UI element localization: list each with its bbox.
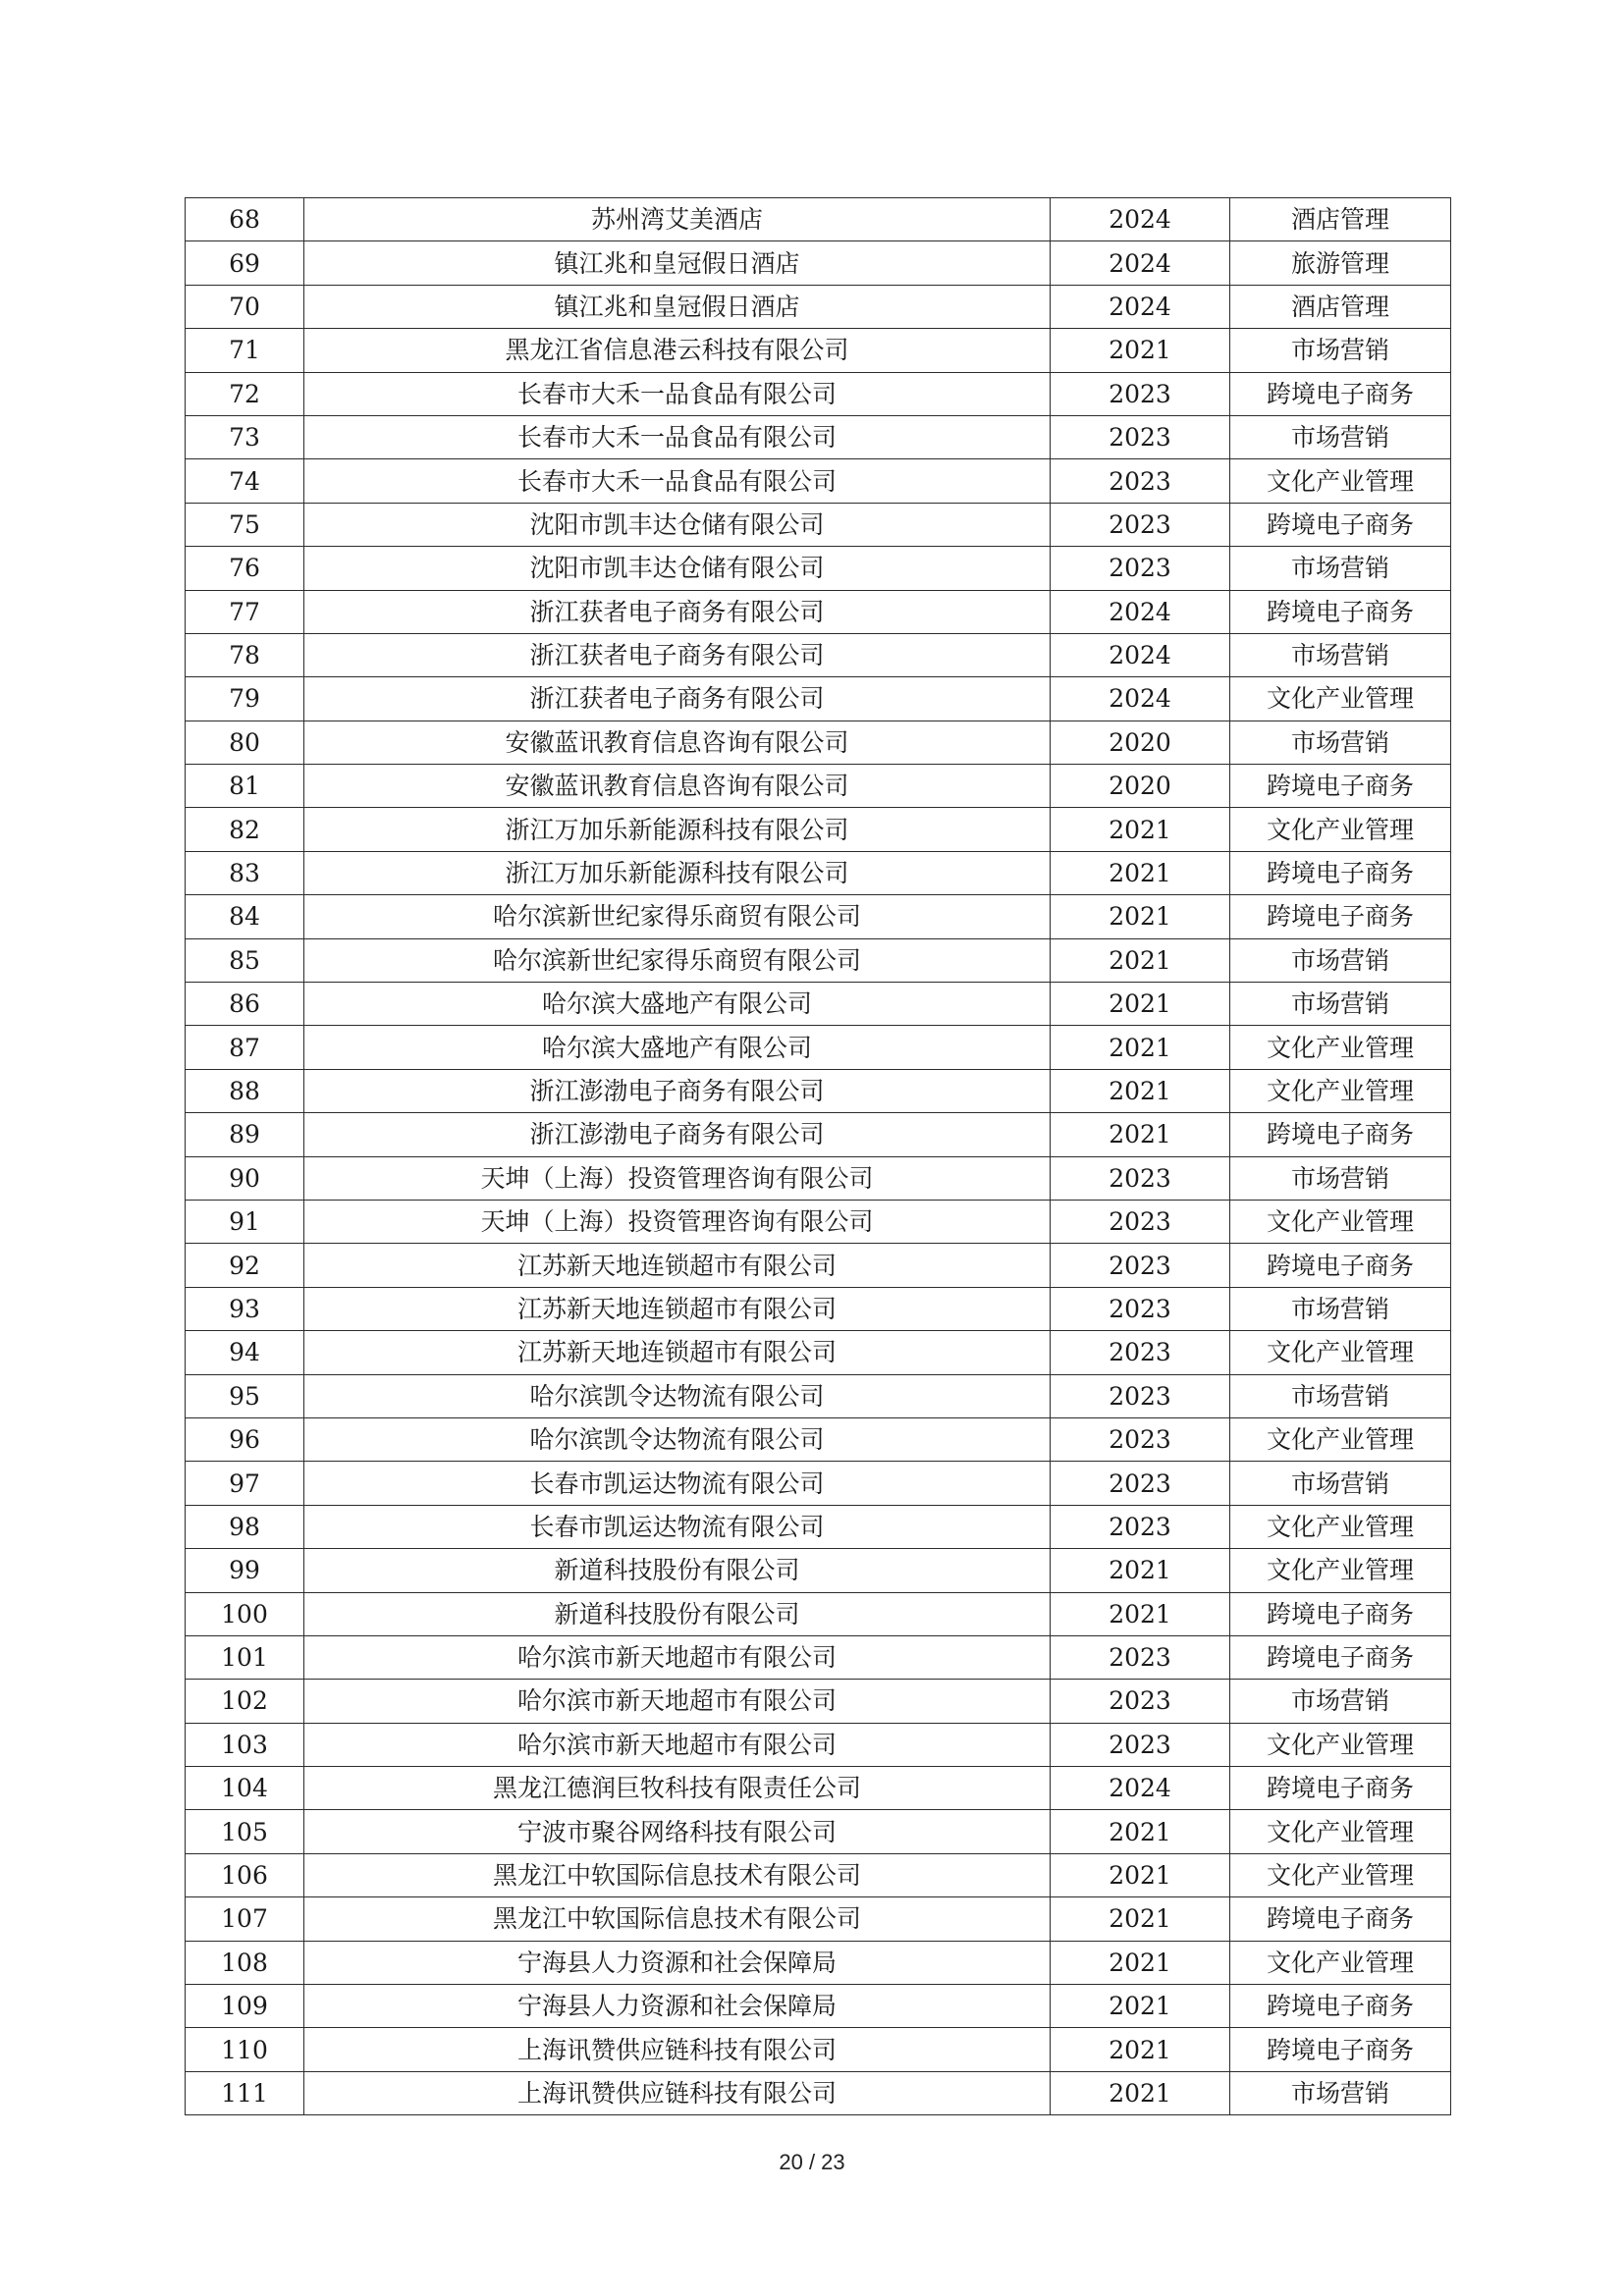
row-number-cell: 71 [186, 329, 304, 372]
table-row [186, 1505, 1451, 1548]
row-number-cell: 102 [186, 1680, 304, 1723]
major-cell: 文化产业管理 [1230, 1026, 1451, 1069]
table-row [186, 1941, 1451, 1984]
year-cell: 2023 [1051, 1417, 1230, 1461]
year-cell: 2023 [1051, 1374, 1230, 1417]
row-number-cell: 92 [186, 1244, 304, 1287]
table-body [186, 198, 1451, 2115]
company-name-cell: 黑龙江中软国际信息技术有限公司 [304, 1853, 1051, 1896]
row-number-cell: 78 [186, 633, 304, 676]
company-name-cell: 宁海县人力资源和社会保障局 [304, 1985, 1051, 2028]
company-name-cell: 长春市大禾一品食品有限公司 [304, 415, 1051, 458]
major-cell: 市场营销 [1230, 938, 1451, 982]
company-name-cell: 江苏新天地连锁超市有限公司 [304, 1244, 1051, 1287]
row-number-cell: 95 [186, 1374, 304, 1417]
year-cell: 2024 [1051, 198, 1230, 241]
company-name-cell: 长春市大禾一品食品有限公司 [304, 459, 1051, 503]
row-number-cell: 100 [186, 1592, 304, 1635]
year-cell: 2023 [1051, 1200, 1230, 1243]
table-row [186, 1897, 1451, 1941]
year-cell: 2021 [1051, 1897, 1230, 1941]
table-row [186, 372, 1451, 415]
table-row [186, 1200, 1451, 1243]
row-number-cell: 73 [186, 415, 304, 458]
table-row [186, 459, 1451, 503]
major-cell: 文化产业管理 [1230, 1723, 1451, 1766]
major-cell: 文化产业管理 [1230, 1941, 1451, 1984]
major-cell: 跨境电子商务 [1230, 1592, 1451, 1635]
table-row [186, 1723, 1451, 1766]
major-cell: 文化产业管理 [1230, 1549, 1451, 1592]
company-name-cell: 黑龙江省信息港云科技有限公司 [304, 329, 1051, 372]
company-name-cell: 长春市凯运达物流有限公司 [304, 1462, 1051, 1505]
major-cell: 跨境电子商务 [1230, 1767, 1451, 1810]
year-cell: 2023 [1051, 415, 1230, 458]
major-cell: 旅游管理 [1230, 241, 1451, 285]
major-cell: 市场营销 [1230, 547, 1451, 590]
row-number-cell: 68 [186, 198, 304, 241]
year-cell: 2024 [1051, 590, 1230, 633]
row-number-cell: 86 [186, 983, 304, 1026]
major-cell: 市场营销 [1230, 1287, 1451, 1330]
company-name-cell: 新道科技股份有限公司 [304, 1592, 1051, 1635]
year-cell: 2023 [1051, 459, 1230, 503]
table-row [186, 1635, 1451, 1679]
company-name-cell: 长春市大禾一品食品有限公司 [304, 372, 1051, 415]
company-name-cell: 浙江澎渤电子商务有限公司 [304, 1069, 1051, 1112]
table-row [186, 1549, 1451, 1592]
major-cell: 跨境电子商务 [1230, 1244, 1451, 1287]
table-row [186, 1374, 1451, 1417]
company-name-cell: 新道科技股份有限公司 [304, 1549, 1051, 1592]
table-row [186, 241, 1451, 285]
year-cell: 2023 [1051, 1723, 1230, 1766]
year-cell: 2023 [1051, 1331, 1230, 1374]
row-number-cell: 96 [186, 1417, 304, 1461]
row-number-cell: 91 [186, 1200, 304, 1243]
row-number-cell: 84 [186, 895, 304, 938]
row-number-cell: 89 [186, 1113, 304, 1156]
company-name-cell: 浙江获者电子商务有限公司 [304, 677, 1051, 721]
table-row [186, 2071, 1451, 2114]
row-number-cell: 69 [186, 241, 304, 285]
year-cell: 2023 [1051, 1505, 1230, 1548]
row-number-cell: 77 [186, 590, 304, 633]
table-row [186, 1026, 1451, 1069]
row-number-cell: 108 [186, 1941, 304, 1984]
table-row [186, 765, 1451, 808]
year-cell: 2021 [1051, 938, 1230, 982]
major-cell: 跨境电子商务 [1230, 1113, 1451, 1156]
company-name-cell: 上海讯赞供应链科技有限公司 [304, 2071, 1051, 2114]
table-row [186, 2028, 1451, 2071]
major-cell: 市场营销 [1230, 1156, 1451, 1200]
company-name-cell: 黑龙江德润巨牧科技有限责任公司 [304, 1767, 1051, 1810]
row-number-cell: 93 [186, 1287, 304, 1330]
major-cell: 市场营销 [1230, 1680, 1451, 1723]
year-cell: 2023 [1051, 1680, 1230, 1723]
company-name-cell: 镇江兆和皇冠假日酒店 [304, 285, 1051, 328]
year-cell: 2021 [1051, 1985, 1230, 2028]
year-cell: 2021 [1051, 1853, 1230, 1896]
year-cell: 2020 [1051, 721, 1230, 764]
company-name-cell: 沈阳市凯丰达仓储有限公司 [304, 547, 1051, 590]
year-cell: 2023 [1051, 1462, 1230, 1505]
year-cell: 2024 [1051, 1767, 1230, 1810]
row-number-cell: 75 [186, 503, 304, 546]
table-row [186, 721, 1451, 764]
major-cell: 文化产业管理 [1230, 1853, 1451, 1896]
company-name-cell: 宁波市聚谷网络科技有限公司 [304, 1810, 1051, 1853]
year-cell: 2021 [1051, 1941, 1230, 1984]
row-number-cell: 104 [186, 1767, 304, 1810]
company-name-cell: 哈尔滨市新天地超市有限公司 [304, 1680, 1051, 1723]
year-cell: 2024 [1051, 285, 1230, 328]
table-row [186, 590, 1451, 633]
row-number-cell: 90 [186, 1156, 304, 1200]
major-cell: 酒店管理 [1230, 198, 1451, 241]
major-cell: 文化产业管理 [1230, 1331, 1451, 1374]
company-name-cell: 镇江兆和皇冠假日酒店 [304, 241, 1051, 285]
table-row [186, 1069, 1451, 1112]
major-cell: 市场营销 [1230, 1374, 1451, 1417]
company-name-cell: 哈尔滨凯令达物流有限公司 [304, 1374, 1051, 1417]
table-row [186, 1985, 1451, 2028]
major-cell: 跨境电子商务 [1230, 1897, 1451, 1941]
major-cell: 跨境电子商务 [1230, 503, 1451, 546]
year-cell: 2024 [1051, 633, 1230, 676]
company-name-cell: 浙江万加乐新能源科技有限公司 [304, 808, 1051, 851]
row-number-cell: 80 [186, 721, 304, 764]
row-number-cell: 87 [186, 1026, 304, 1069]
company-name-cell: 哈尔滨市新天地超市有限公司 [304, 1723, 1051, 1766]
major-cell: 文化产业管理 [1230, 459, 1451, 503]
table-row [186, 415, 1451, 458]
row-number-cell: 74 [186, 459, 304, 503]
company-name-cell: 沈阳市凯丰达仓储有限公司 [304, 503, 1051, 546]
table-row [186, 1680, 1451, 1723]
table-row [186, 1244, 1451, 1287]
table-row [186, 677, 1451, 721]
year-cell: 2021 [1051, 2028, 1230, 2071]
major-cell: 跨境电子商务 [1230, 895, 1451, 938]
row-number-cell: 97 [186, 1462, 304, 1505]
row-number-cell: 81 [186, 765, 304, 808]
row-number-cell: 83 [186, 851, 304, 894]
table-row [186, 983, 1451, 1026]
company-name-cell: 哈尔滨大盛地产有限公司 [304, 983, 1051, 1026]
year-cell: 2021 [1051, 983, 1230, 1026]
row-number-cell: 88 [186, 1069, 304, 1112]
major-cell: 文化产业管理 [1230, 1069, 1451, 1112]
year-cell: 2024 [1051, 241, 1230, 285]
company-name-cell: 苏州湾艾美酒店 [304, 198, 1051, 241]
row-number-cell: 70 [186, 285, 304, 328]
company-name-cell: 黑龙江中软国际信息技术有限公司 [304, 1897, 1051, 1941]
company-name-cell: 哈尔滨市新天地超市有限公司 [304, 1635, 1051, 1679]
year-cell: 2021 [1051, 895, 1230, 938]
major-cell: 市场营销 [1230, 633, 1451, 676]
major-cell: 市场营销 [1230, 721, 1451, 764]
table-row [186, 1462, 1451, 1505]
row-number-cell: 98 [186, 1505, 304, 1548]
year-cell: 2021 [1051, 2071, 1230, 2114]
major-cell: 市场营销 [1230, 1462, 1451, 1505]
table-row [186, 198, 1451, 241]
row-number-cell: 110 [186, 2028, 304, 2071]
year-cell: 2024 [1051, 677, 1230, 721]
company-name-cell: 长春市凯运达物流有限公司 [304, 1505, 1051, 1548]
company-name-cell: 安徽蓝讯教育信息咨询有限公司 [304, 765, 1051, 808]
company-name-cell: 浙江万加乐新能源科技有限公司 [304, 851, 1051, 894]
company-name-cell: 宁海县人力资源和社会保障局 [304, 1941, 1051, 1984]
table-row [186, 895, 1451, 938]
major-cell: 跨境电子商务 [1230, 590, 1451, 633]
row-number-cell: 94 [186, 1331, 304, 1374]
row-number-cell: 82 [186, 808, 304, 851]
major-cell: 市场营销 [1230, 2071, 1451, 2114]
table-row [186, 1331, 1451, 1374]
major-cell: 文化产业管理 [1230, 808, 1451, 851]
row-number-cell: 103 [186, 1723, 304, 1766]
company-name-cell: 上海讯赞供应链科技有限公司 [304, 2028, 1051, 2071]
company-name-cell: 天坤（上海）投资管理咨询有限公司 [304, 1200, 1051, 1243]
table-row [186, 1156, 1451, 1200]
year-cell: 2023 [1051, 1287, 1230, 1330]
major-cell: 文化产业管理 [1230, 1810, 1451, 1853]
major-cell: 市场营销 [1230, 415, 1451, 458]
major-cell: 文化产业管理 [1230, 1200, 1451, 1243]
year-cell: 2021 [1051, 1113, 1230, 1156]
company-name-cell: 哈尔滨新世纪家得乐商贸有限公司 [304, 895, 1051, 938]
table-row [186, 1592, 1451, 1635]
table-row [186, 1810, 1451, 1853]
major-cell: 跨境电子商务 [1230, 2028, 1451, 2071]
company-name-cell: 浙江获者电子商务有限公司 [304, 633, 1051, 676]
company-name-cell: 哈尔滨凯令达物流有限公司 [304, 1417, 1051, 1461]
major-cell: 文化产业管理 [1230, 1505, 1451, 1548]
table-row [186, 1853, 1451, 1896]
major-cell: 酒店管理 [1230, 285, 1451, 328]
table-row [186, 1113, 1451, 1156]
table-row [186, 1767, 1451, 1810]
major-cell: 跨境电子商务 [1230, 372, 1451, 415]
row-number-cell: 99 [186, 1549, 304, 1592]
major-cell: 跨境电子商务 [1230, 1635, 1451, 1679]
row-number-cell: 106 [186, 1853, 304, 1896]
major-cell: 市场营销 [1230, 983, 1451, 1026]
row-number-cell: 111 [186, 2071, 304, 2114]
page-number: 20 / 23 [779, 2150, 845, 2174]
year-cell: 2021 [1051, 1026, 1230, 1069]
year-cell: 2021 [1051, 329, 1230, 372]
company-name-cell: 江苏新天地连锁超市有限公司 [304, 1287, 1051, 1330]
year-cell: 2023 [1051, 1244, 1230, 1287]
year-cell: 2021 [1051, 808, 1230, 851]
row-number-cell: 101 [186, 1635, 304, 1679]
table-row [186, 329, 1451, 372]
partner-table [185, 197, 1451, 2115]
row-number-cell: 76 [186, 547, 304, 590]
table-row [186, 808, 1451, 851]
company-name-cell: 哈尔滨大盛地产有限公司 [304, 1026, 1051, 1069]
year-cell: 2023 [1051, 503, 1230, 546]
year-cell: 2021 [1051, 1810, 1230, 1853]
year-cell: 2021 [1051, 1069, 1230, 1112]
company-name-cell: 浙江澎渤电子商务有限公司 [304, 1113, 1051, 1156]
year-cell: 2023 [1051, 1156, 1230, 1200]
row-number-cell: 85 [186, 938, 304, 982]
year-cell: 2023 [1051, 1635, 1230, 1679]
row-number-cell: 105 [186, 1810, 304, 1853]
year-cell: 2021 [1051, 1549, 1230, 1592]
row-number-cell: 72 [186, 372, 304, 415]
row-number-cell: 79 [186, 677, 304, 721]
company-name-cell: 浙江获者电子商务有限公司 [304, 590, 1051, 633]
table-row [186, 503, 1451, 546]
year-cell: 2023 [1051, 547, 1230, 590]
company-name-cell: 天坤（上海）投资管理咨询有限公司 [304, 1156, 1051, 1200]
year-cell: 2021 [1051, 1592, 1230, 1635]
major-cell: 跨境电子商务 [1230, 765, 1451, 808]
year-cell: 2023 [1051, 372, 1230, 415]
table-row [186, 633, 1451, 676]
major-cell: 文化产业管理 [1230, 1417, 1451, 1461]
company-name-cell: 哈尔滨新世纪家得乐商贸有限公司 [304, 938, 1051, 982]
table-row [186, 1417, 1451, 1461]
year-cell: 2021 [1051, 851, 1230, 894]
row-number-cell: 109 [186, 1985, 304, 2028]
company-name-cell: 江苏新天地连锁超市有限公司 [304, 1331, 1051, 1374]
major-cell: 文化产业管理 [1230, 677, 1451, 721]
year-cell: 2020 [1051, 765, 1230, 808]
table-row [186, 285, 1451, 328]
table-row [186, 851, 1451, 894]
company-name-cell: 安徽蓝讯教育信息咨询有限公司 [304, 721, 1051, 764]
major-cell: 跨境电子商务 [1230, 1985, 1451, 2028]
major-cell: 跨境电子商务 [1230, 851, 1451, 894]
table-row [186, 938, 1451, 982]
major-cell: 市场营销 [1230, 329, 1451, 372]
table-row [186, 1287, 1451, 1330]
table-row [186, 547, 1451, 590]
row-number-cell: 107 [186, 1897, 304, 1941]
